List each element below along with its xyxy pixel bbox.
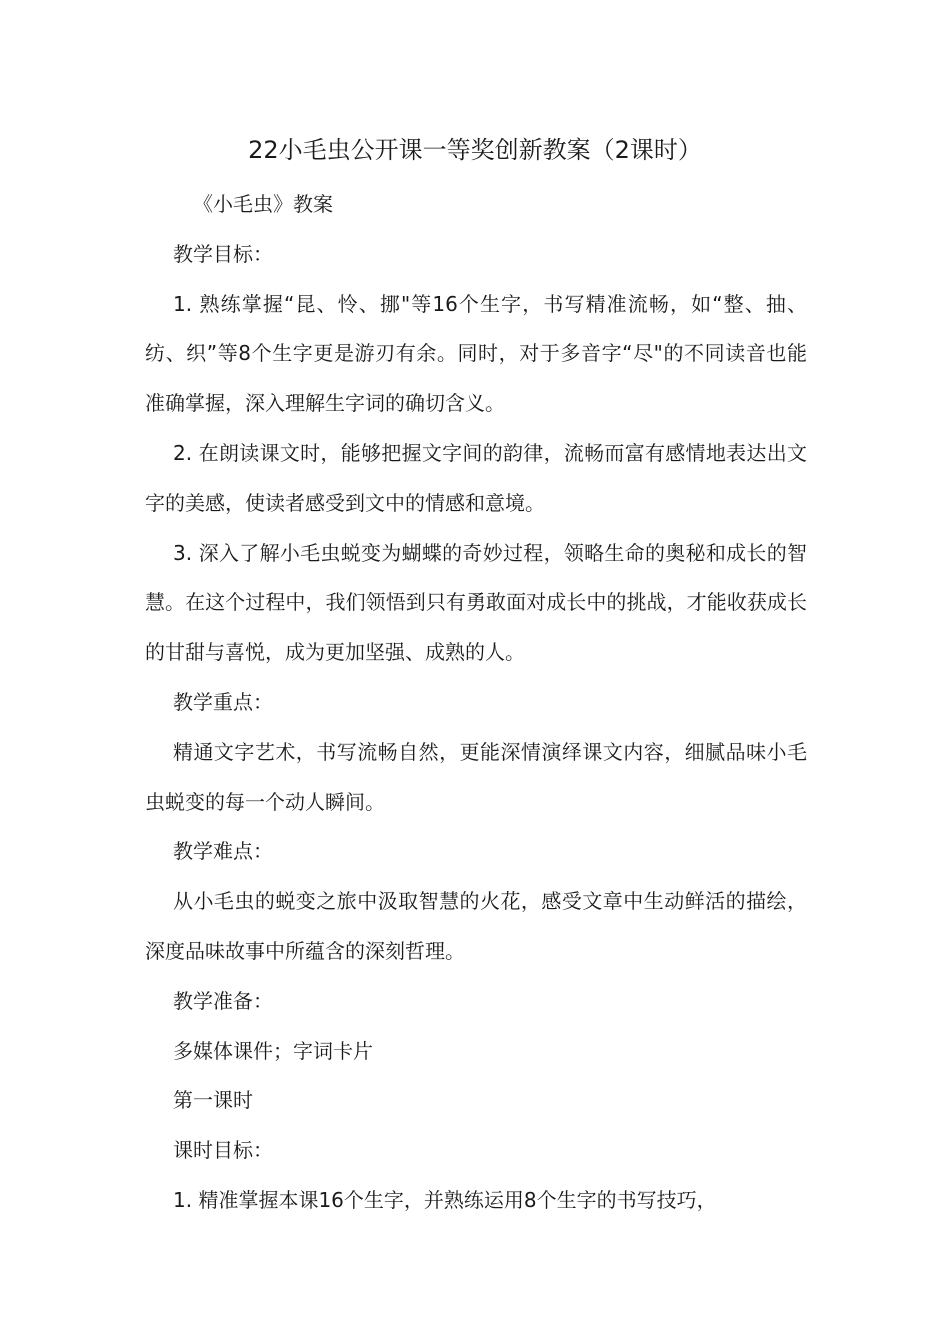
document-title: 22小毛虫公开课一等奖创新教案（2课时） bbox=[248, 136, 702, 164]
teaching-preparation-text: 多媒体课件；字词卡片 bbox=[173, 1038, 373, 1063]
lesson-goal-item-1: 1. 精准掌握本课16个生字，并熟练运用8个生字的书写技巧， bbox=[173, 1187, 717, 1212]
lesson-subtitle: 《小毛虫》教案 bbox=[193, 192, 333, 216]
heading-teaching-difficulty: 教学难点： bbox=[173, 839, 273, 864]
heading-lesson-goals: 课时目标： bbox=[173, 1138, 273, 1163]
goal-item-3: 3. 深入了解小毛虫蜕变为蝴蝶的奇妙过程，领略生命的奥秘和成长的智慧。在这个过程中，我们领悟到只有勇敢面对成长中的挑战，才能收获成长的甘甜与喜悦，成为更加坚强、成熟的人。 bbox=[145, 540, 807, 665]
heading-teaching-goals: 教学目标： bbox=[173, 241, 273, 266]
heading-teaching-focus: 教学重点： bbox=[173, 689, 273, 714]
document-body bbox=[145, 180, 807, 1226]
goal-item-1: 1. 熟练掌握“昆、怜、挪"等16个生字，书写精准流畅，如“整、抽、纺、织”等8个生字更是游刃有余。同时，对于多音字“尽"的不同读音也能准确掌握，深入理解生字词的确切含义。 bbox=[145, 291, 807, 416]
teaching-focus-text: 精通文字艺术，书写流畅自然，更能深情演绎课文内容，细腻品味小毛虫蜕变的每一个动人瞬间。 bbox=[145, 739, 807, 814]
teaching-difficulty-text: 从小毛虫的蜕变之旅中汲取智慧的火花，感受文章中生动鲜活的描绘，深度品味故事中所蕴含的深刻哲理。 bbox=[145, 889, 807, 963]
heading-teaching-preparation: 教学准备： bbox=[173, 988, 273, 1013]
heading-first-lesson: 第一课时 bbox=[173, 1088, 253, 1113]
goal-item-2: 2. 在朗读课文时，能够把握文字间的韵律，流畅而富有感情地表达出文字的美感，使读者感受到文中的情感和意境。 bbox=[145, 440, 807, 515]
